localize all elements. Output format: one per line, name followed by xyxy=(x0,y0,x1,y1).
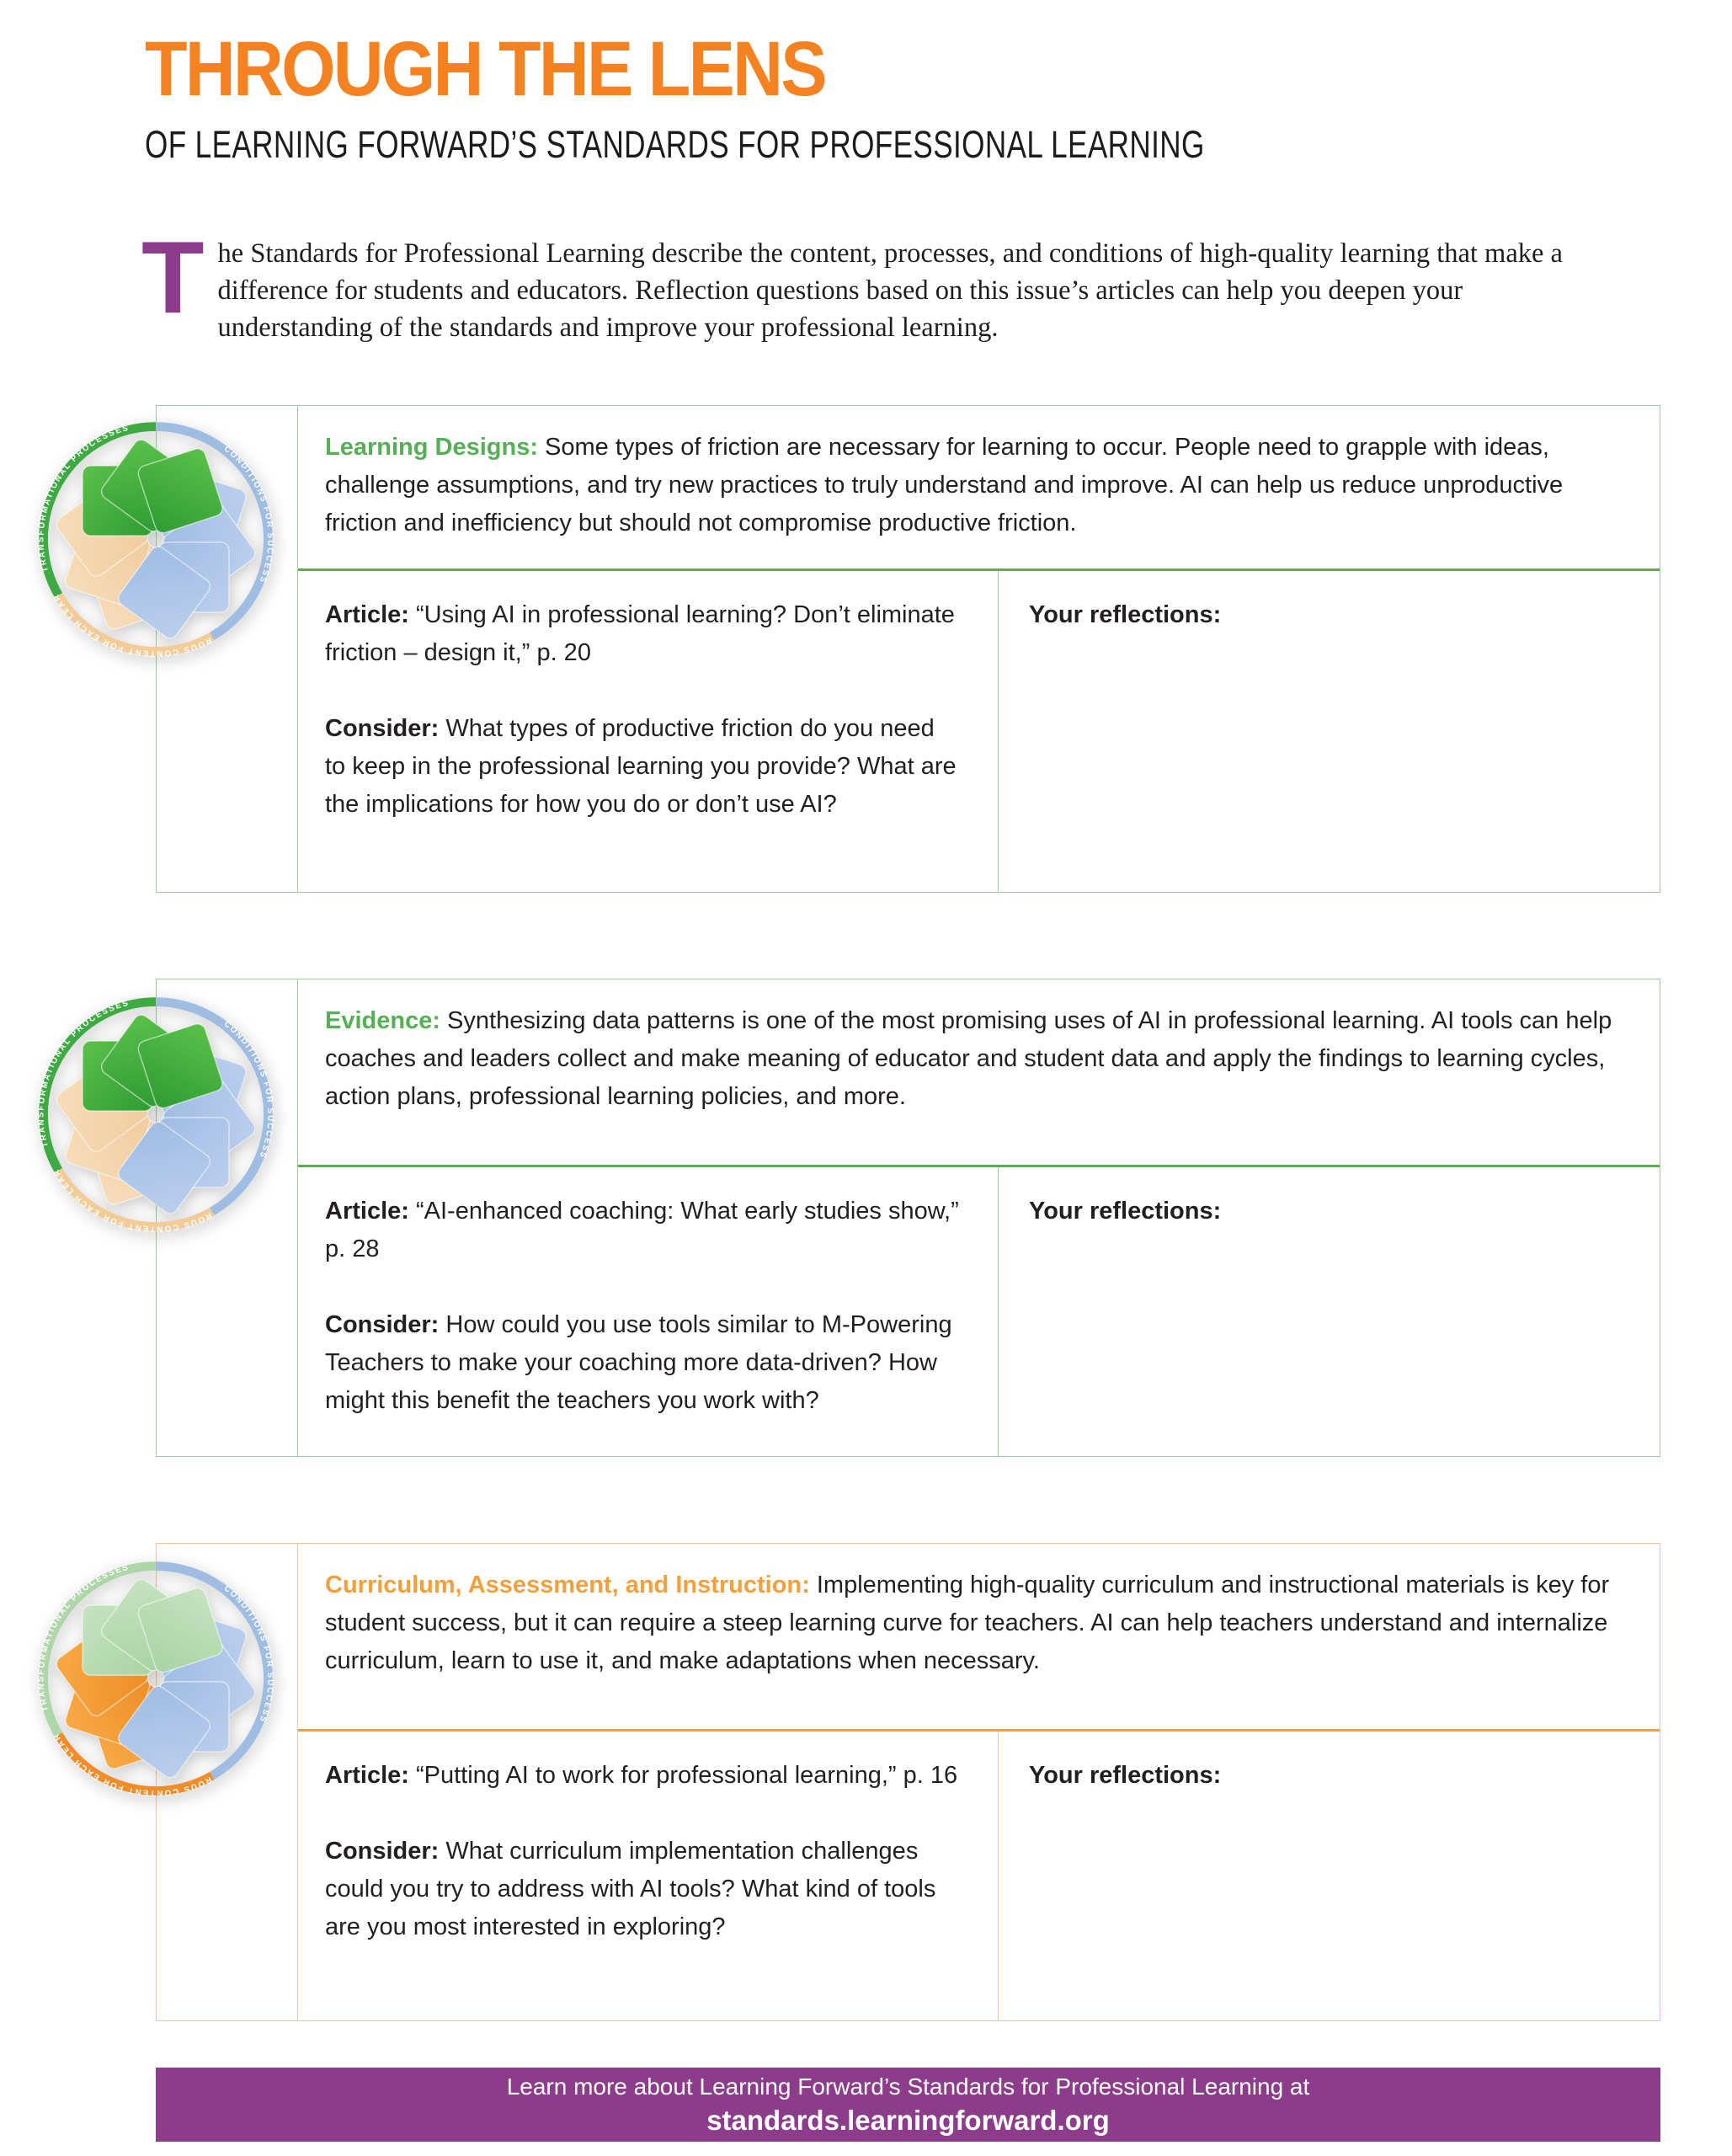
article-label: Article: xyxy=(325,1762,409,1789)
reflections-cell xyxy=(999,1167,1660,1456)
ring-label-rigorous-content: RIGOROUS CONTENT FOR EACH LEARNER xyxy=(51,532,213,659)
section-evidence xyxy=(36,979,1660,1457)
standard-text: Synthesizing data patterns is one of the most promising uses of AI in professional learning. AI tools can help coaches and leaders collect and make meaning of educator and student data and apply the findings to learning cycles, action plans, professional learning policies, and more. xyxy=(325,1007,1612,1110)
article-title: “Using AI in professional learning? Don’t eliminate friction – design it,” p. 20 xyxy=(325,601,955,666)
reflections-cell xyxy=(999,1732,1660,2020)
standard-box xyxy=(156,1543,1660,2021)
ring-label-conditions-for-success: CONDITIONS FOR SUCCESS xyxy=(221,1583,275,1725)
standard-name: Curriculum, Assessment, and Instruction: xyxy=(325,1572,810,1598)
ring-label-rigorous-content: RIGOROUS CONTENT FOR EACH LEARNER xyxy=(51,1107,213,1234)
standard-text: Some types of friction are necessary for learning to occur. People need to grapple with ideas, challenge assumptions, and try new practices to truly understand and improve. AI can help us reduce unproductive friction and inefficiency but should not compromise productive friction. xyxy=(325,434,1564,536)
worksheet-row xyxy=(298,571,1660,892)
standard-description xyxy=(298,979,1660,1167)
consider-text: How could you use tools similar to M-Powering Teachers to make your coaching more data-driven? How might this benefit the teachers you work with? xyxy=(325,1311,952,1414)
article-consider-cell xyxy=(298,1732,999,2020)
article-consider-cell xyxy=(298,1167,999,1456)
reflections-label: Your reflections: xyxy=(1029,1198,1222,1225)
standard-name: Evidence: xyxy=(325,1007,440,1034)
masthead xyxy=(145,26,1504,167)
ring-label-transformational-processes: TRANSFORMATIONAL PROCESSES xyxy=(36,998,131,1149)
pinwheel-petals xyxy=(53,1011,258,1216)
ring-label-rigorous-content: RIGOROUS CONTENT FOR EACH LEARNER xyxy=(51,1672,213,1798)
footer-link[interactable]: standards.learningforward.org xyxy=(706,2104,1110,2136)
standard-box xyxy=(156,405,1660,893)
pinwheel-petals xyxy=(53,436,258,641)
ring-label-transformational-processes: TRANSFORMATIONAL PROCESSES xyxy=(36,1562,131,1713)
reflections-cell xyxy=(999,571,1660,892)
ring-label-conditions-for-success: CONDITIONS FOR SUCCESS xyxy=(221,444,275,585)
consider-text: What curriculum implementation challenges could you try to address with AI tools? What kind of tools are you most interested in exploring? xyxy=(325,1838,936,1940)
standard-description xyxy=(298,1544,1660,1732)
footer-text: Learn more about Learning Forward’s Standards for Professional Learning at xyxy=(506,2073,1310,2100)
article-label: Article: xyxy=(325,601,409,628)
consider-text: What types of productive friction do you need to keep in the professional learning you provide? What are the implications for how you do or don’t use AI? xyxy=(325,715,957,818)
standards-pinwheel-logo xyxy=(34,992,278,1236)
article-label: Article: xyxy=(325,1198,409,1225)
ring-label-transformational-processes: TRANSFORMATIONAL PROCESSES xyxy=(36,423,131,574)
consider-label: Consider: xyxy=(325,715,440,742)
consider-block xyxy=(325,710,959,824)
intro-text: he Standards for Professional Learning describe the content, processes, and conditions of high-quality learning that make a difference for students and educators. Reflection questions based on this issue’s articles can help you deepen your understanding of the standards and improve your professional learning. xyxy=(217,237,1563,343)
standard-description xyxy=(298,406,1660,571)
worksheet-row xyxy=(298,1167,1660,1456)
section-curriculum-assessment-instruction xyxy=(36,1543,1660,2021)
consider-label: Consider: xyxy=(325,1311,440,1338)
footer-banner xyxy=(156,2068,1660,2142)
standard-text: Implementing high-quality curriculum and instructional materials is key for student success, but it can require a steep learning curve for teachers. AI can help teachers understand and internalize curriculum, learn to use it, and make adaptations when necessary. xyxy=(325,1572,1610,1674)
section-learning-designs xyxy=(36,405,1660,893)
drop-cap: T xyxy=(141,219,205,334)
standard-box xyxy=(156,979,1660,1457)
standards-pinwheel-logo xyxy=(34,1556,278,1801)
page-subtitle: OF LEARNING FORWARD’S STANDARDS FOR PROFESSIONAL LEARNING xyxy=(145,122,1205,166)
standard-name: Learning Designs: xyxy=(325,434,538,461)
article-title: “AI-enhanced coaching: What early studies show,” p. 28 xyxy=(325,1198,959,1262)
article-consider-cell xyxy=(298,571,999,892)
reflections-label: Your reflections: xyxy=(1029,1762,1222,1789)
page-title: THROUGH THE LENS xyxy=(145,26,825,112)
reflections-label: Your reflections: xyxy=(1029,601,1222,628)
ring-label-conditions-for-success: CONDITIONS FOR SUCCESS xyxy=(221,1019,275,1161)
article-title: “Putting AI to work for professional learning,” p. 16 xyxy=(408,1762,958,1789)
standards-pinwheel-logo xyxy=(34,417,278,661)
worksheet-row xyxy=(298,1732,1660,2020)
consider-label: Consider: xyxy=(325,1838,440,1865)
article-block xyxy=(325,1193,959,1268)
consider-block xyxy=(325,1306,959,1420)
article-block xyxy=(325,1757,959,1795)
article-block xyxy=(325,596,959,672)
intro-paragraph xyxy=(141,219,1613,346)
consider-block xyxy=(325,1833,959,1946)
pinwheel-petals xyxy=(53,1576,258,1780)
